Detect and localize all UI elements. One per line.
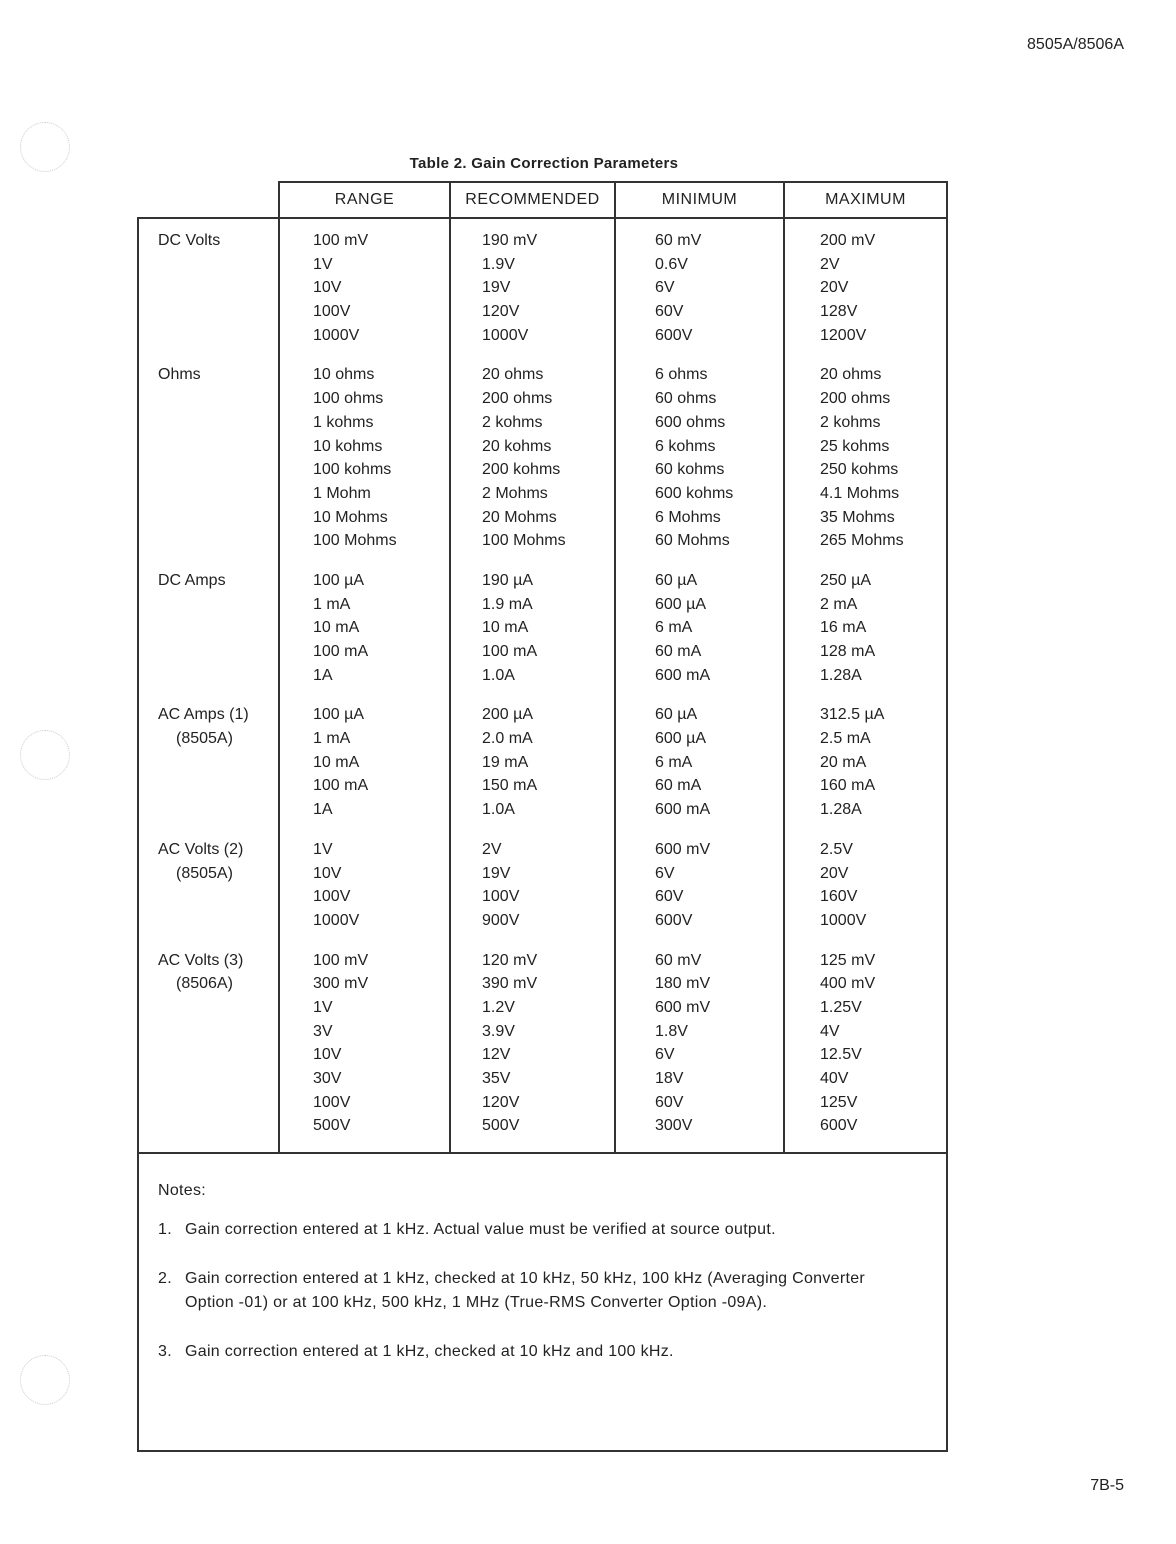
range-cell: 10 mA — [313, 753, 360, 771]
table-row — [139, 324, 946, 348]
table-row — [139, 909, 946, 933]
minimum-cell: 60 kohms — [655, 461, 725, 479]
minimum-cell: 6 Mohms — [655, 508, 721, 526]
table-row — [139, 569, 946, 593]
table-row — [139, 1091, 946, 1115]
recommended-cell: 3.9V — [482, 1022, 515, 1040]
table-group — [139, 229, 946, 347]
recommended-cell: 1.9V — [482, 255, 515, 273]
table-row — [139, 1043, 946, 1067]
table-row — [139, 482, 946, 506]
maximum-cell: 125V — [820, 1093, 858, 1111]
recommended-cell: 20 ohms — [482, 366, 544, 384]
maximum-cell: 1200V — [820, 326, 867, 344]
range-cell: 1 mA — [313, 730, 351, 748]
note-text: Gain correction entered at 1 kHz. Actual value must be verified at source output. — [185, 1221, 776, 1238]
maximum-cell: 128 mA — [820, 643, 876, 660]
minimum-cell: 6V — [655, 1046, 675, 1064]
maximum-cell: 160V — [820, 888, 858, 906]
range-cell: 100 µA — [313, 706, 365, 724]
recommended-cell: 900V — [482, 911, 520, 929]
minimum-cell: 60 Mohms — [655, 532, 730, 550]
note-item — [158, 1267, 898, 1315]
group-label: DC Volts — [158, 232, 221, 249]
maximum-cell: 312.5 µA — [820, 706, 885, 724]
recommended-cell: 2 kohms — [482, 413, 543, 431]
table-row — [139, 774, 946, 798]
maximum-cell: 160 mA — [820, 777, 876, 795]
range-cell: 100 mA — [313, 643, 369, 660]
maximum-cell: 2.5 mA — [820, 730, 871, 748]
range-cell: 1A — [313, 666, 333, 684]
minimum-cell: 6 ohms — [655, 366, 708, 384]
range-cell: 10 kohms — [313, 437, 383, 455]
group-label: Ohms — [158, 366, 201, 384]
recommended-cell: 19 mA — [482, 753, 529, 771]
table-group — [139, 569, 946, 687]
maximum-cell: 12.5V — [820, 1046, 862, 1064]
maximum-cell: 35 Mohms — [820, 508, 895, 526]
minimum-cell: 600V — [655, 326, 693, 344]
table-row — [139, 664, 946, 688]
table-row — [139, 838, 946, 862]
range-cell: 1A — [313, 801, 333, 819]
maximum-cell: 2 kohms — [820, 413, 881, 431]
range-cell: 100 kohms — [313, 461, 392, 479]
range-cell: 100 mV — [313, 951, 369, 969]
group-label: AC Volts (3) — [158, 951, 244, 969]
range-cell: 100 mA — [313, 777, 369, 795]
minimum-cell: 6 kohms — [655, 437, 716, 455]
recommended-cell: 190 µA — [482, 571, 534, 589]
minimum-cell: 600 mA — [655, 666, 711, 684]
minimum-cell: 300V — [655, 1117, 693, 1135]
table-row — [139, 885, 946, 909]
minimum-cell: 60 mA — [655, 777, 702, 795]
note-text: Gain correction entered at 1 kHz, checked at 10 kHz, 50 kHz, 100 kHz (Averaging Converter Option -01) or at 100 kHz, 500 kHz, 1 MHz (True-RMS Converter Option -09A). — [185, 1270, 866, 1311]
range-cell: 100V — [313, 1093, 351, 1111]
recommended-cell: 200 µA — [482, 706, 534, 724]
range-cell: 1 kohms — [313, 413, 374, 431]
maximum-cell: 16 mA — [820, 619, 867, 637]
table-row — [139, 949, 946, 973]
maximum-cell: 40V — [820, 1070, 849, 1087]
minimum-cell: 6V — [655, 864, 675, 882]
punch-hole — [20, 1355, 70, 1405]
note-number: 1. — [158, 1221, 172, 1238]
note-number: 2. — [158, 1270, 172, 1287]
table-group — [139, 703, 946, 821]
minimum-cell: 60V — [655, 888, 684, 906]
note-item — [158, 1340, 898, 1364]
recommended-cell: 2.0 mA — [482, 730, 533, 748]
table-row — [139, 411, 946, 435]
table-row — [139, 996, 946, 1020]
minimum-cell: 600 µA — [655, 595, 707, 613]
range-cell: 500V — [313, 1117, 351, 1135]
maximum-cell: 20 ohms — [820, 366, 882, 384]
maximum-cell: 1.28A — [820, 801, 862, 819]
minimum-cell: 60 mV — [655, 232, 702, 249]
recommended-cell: 1000V — [482, 326, 529, 344]
minimum-cell: 0.6V — [655, 255, 688, 273]
table-row — [139, 529, 946, 553]
header-maximum: MAXIMUM — [825, 191, 906, 208]
note-number: 3. — [158, 1343, 172, 1360]
table-row — [139, 616, 946, 640]
maximum-cell: 4.1 Mohms — [820, 484, 900, 502]
maximum-cell: 1.25V — [820, 998, 862, 1016]
range-cell: 1 mA — [313, 595, 351, 613]
table-row — [139, 1020, 946, 1044]
range-cell: 10V — [313, 279, 342, 297]
table-row — [139, 253, 946, 277]
range-cell: 3V — [313, 1022, 333, 1040]
recommended-cell: 35V — [482, 1070, 511, 1087]
table-header — [278, 181, 948, 217]
minimum-cell: 60V — [655, 1093, 684, 1111]
maximum-cell: 250 kohms — [820, 461, 899, 479]
table-row — [139, 435, 946, 459]
minimum-cell: 6 mA — [655, 619, 693, 637]
notes-section — [158, 1179, 898, 1389]
minimum-cell: 600 µA — [655, 730, 707, 748]
table-row — [139, 276, 946, 300]
minimum-cell: 180 mV — [655, 975, 711, 993]
minimum-cell: 60 µA — [655, 706, 698, 724]
table-row — [139, 640, 946, 664]
maximum-cell: 600V — [820, 1117, 858, 1135]
range-cell: 10 mA — [313, 619, 360, 637]
minimum-cell: 6V — [655, 279, 675, 297]
notes-heading: Notes: — [158, 1182, 207, 1199]
table-group — [139, 838, 946, 933]
recommended-cell: 20 kohms — [482, 437, 552, 455]
punch-hole — [20, 730, 70, 780]
range-cell: 300 mV — [313, 975, 369, 993]
recommended-cell: 1.0A — [482, 801, 515, 819]
minimum-cell: 600 mV — [655, 998, 711, 1016]
minimum-cell: 60 ohms — [655, 390, 717, 408]
range-cell: 1 Mohm — [313, 484, 371, 502]
maximum-cell: 25 kohms — [820, 437, 890, 455]
note-text: Gain correction entered at 1 kHz, checked at 10 kHz and 100 kHz. — [185, 1343, 674, 1360]
minimum-cell: 1.8V — [655, 1022, 688, 1040]
maximum-cell: 125 mV — [820, 951, 876, 969]
group-label: (8506A) — [176, 975, 233, 993]
minimum-cell: 6 mA — [655, 753, 693, 771]
maximum-cell: 400 mV — [820, 975, 876, 993]
range-cell: 1000V — [313, 911, 360, 929]
maximum-cell: 265 Mohms — [820, 532, 904, 550]
range-cell: 1000V — [313, 326, 360, 344]
maximum-cell: 2V — [820, 255, 840, 273]
range-cell: 100 mV — [313, 232, 369, 249]
maximum-cell: 250 µA — [820, 571, 872, 589]
maximum-cell: 128V — [820, 303, 858, 321]
maximum-cell: 1.28A — [820, 666, 862, 684]
maximum-cell: 20V — [820, 279, 849, 297]
table-row — [139, 798, 946, 822]
maximum-cell: 2 mA — [820, 595, 858, 613]
table-row — [139, 1114, 946, 1138]
range-cell: 10 ohms — [313, 366, 375, 384]
recommended-cell: 19V — [482, 864, 511, 882]
maximum-cell: 1000V — [820, 911, 867, 929]
range-cell: 100 ohms — [313, 390, 384, 408]
minimum-cell: 600 ohms — [655, 413, 726, 431]
recommended-cell: 120 mV — [482, 951, 538, 969]
table-body — [139, 219, 946, 1154]
minimum-cell: 60V — [655, 303, 684, 321]
range-cell: 30V — [313, 1070, 342, 1087]
header-recommended: RECOMMENDED — [451, 183, 616, 217]
maximum-cell: 20V — [820, 864, 849, 882]
recommended-cell: 1.0A — [482, 666, 515, 684]
table-row — [139, 363, 946, 387]
recommended-cell: 12V — [482, 1046, 511, 1064]
header-range: RANGE — [280, 183, 451, 217]
group-label: AC Amps (1) — [158, 706, 249, 724]
table-row — [139, 972, 946, 996]
maximum-cell: 4V — [820, 1022, 840, 1040]
table-groups — [139, 229, 946, 1154]
recommended-cell: 20 Mohms — [482, 508, 557, 526]
maximum-cell: 200 mV — [820, 232, 876, 249]
gain-correction-table — [137, 217, 948, 1452]
table-row — [139, 506, 946, 530]
recommended-cell: 2V — [482, 840, 502, 858]
recommended-cell: 2 Mohms — [482, 484, 548, 502]
table-row — [139, 387, 946, 411]
minimum-cell: 600V — [655, 911, 693, 929]
table-group — [139, 949, 946, 1139]
range-cell: 1V — [313, 998, 333, 1016]
group-label: (8505A) — [176, 864, 233, 882]
recommended-cell: 150 mA — [482, 777, 538, 795]
maximum-cell: 2.5V — [820, 840, 853, 858]
group-label: AC Volts (2) — [158, 840, 244, 858]
document-id: 8505A/8506A — [1027, 36, 1124, 53]
range-cell: 1V — [313, 840, 333, 858]
minimum-cell: 600 kohms — [655, 484, 734, 502]
range-cell: 10V — [313, 1046, 342, 1064]
minimum-cell: 18V — [655, 1070, 684, 1087]
recommended-cell: 19V — [482, 279, 511, 297]
minimum-cell: 600 mV — [655, 840, 711, 858]
minimum-cell: 600 mA — [655, 801, 711, 819]
range-cell: 100 µA — [313, 571, 365, 589]
minimum-cell: 60 mA — [655, 643, 702, 660]
table-row — [139, 751, 946, 775]
table-row — [139, 727, 946, 751]
recommended-cell: 200 ohms — [482, 390, 553, 408]
table-group — [139, 363, 946, 553]
group-label: DC Amps — [158, 571, 226, 589]
table-row — [139, 300, 946, 324]
recommended-cell: 390 mV — [482, 975, 538, 993]
table-row — [139, 229, 946, 253]
minimum-cell: 60 mV — [655, 951, 702, 969]
maximum-cell: 200 ohms — [820, 390, 891, 408]
table-row — [139, 862, 946, 886]
range-cell: 1V — [313, 255, 333, 273]
range-cell: 100V — [313, 303, 351, 321]
range-cell: 10V — [313, 864, 342, 882]
group-label: (8505A) — [176, 730, 233, 748]
recommended-cell: 100 mA — [482, 643, 538, 660]
recommended-cell: 190 mV — [482, 232, 538, 249]
range-cell: 10 Mohms — [313, 508, 388, 526]
header-minimum: MINIMUM — [616, 183, 785, 217]
minimum-cell: 60 µA — [655, 571, 698, 589]
recommended-cell: 100V — [482, 888, 520, 906]
recommended-cell: 500V — [482, 1117, 520, 1135]
maximum-cell: 20 mA — [820, 753, 867, 771]
recommended-cell: 120V — [482, 303, 520, 321]
table-row — [139, 593, 946, 617]
recommended-cell: 10 mA — [482, 619, 529, 637]
range-cell: 100 Mohms — [313, 532, 397, 550]
recommended-cell: 200 kohms — [482, 461, 561, 479]
table-row — [139, 458, 946, 482]
recommended-cell: 1.9 mA — [482, 595, 533, 613]
table-row — [139, 1067, 946, 1091]
recommended-cell: 120V — [482, 1093, 520, 1111]
recommended-cell: 100 Mohms — [482, 532, 566, 550]
recommended-cell: 1.2V — [482, 998, 515, 1016]
table-row — [139, 703, 946, 727]
table-title: Table 2. Gain Correction Parameters — [409, 155, 679, 172]
range-cell: 100V — [313, 888, 351, 906]
note-item — [158, 1218, 898, 1242]
page-number: 7B-5 — [1090, 1477, 1124, 1494]
